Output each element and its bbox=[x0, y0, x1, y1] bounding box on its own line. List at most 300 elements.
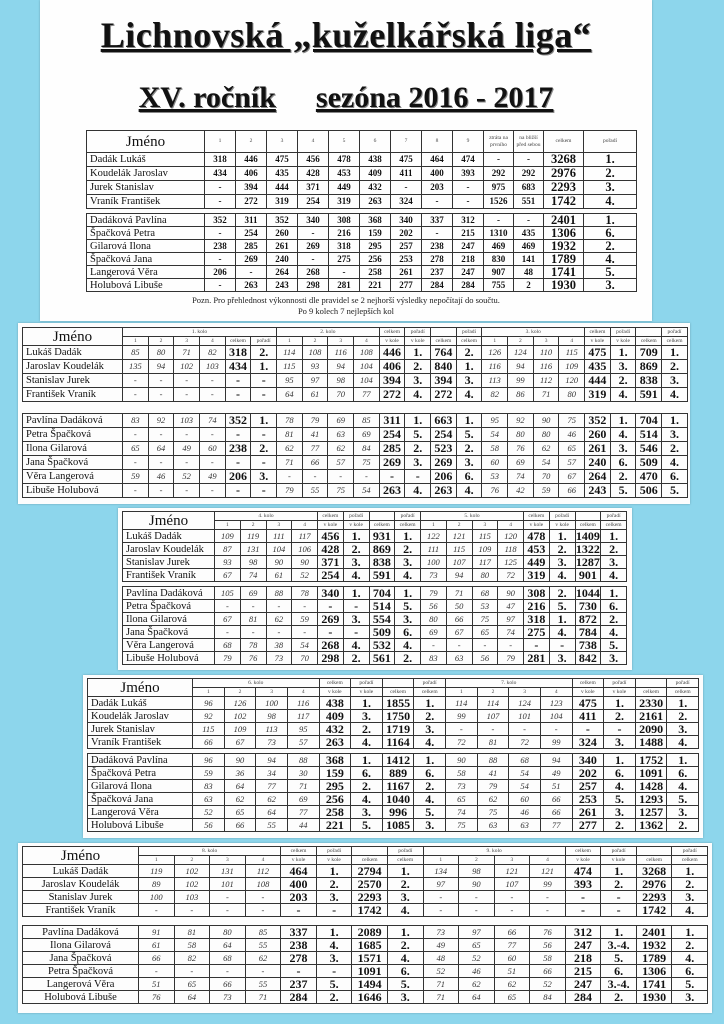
throw-score: 74 bbox=[508, 470, 534, 484]
round-header: 6. kolo bbox=[193, 679, 320, 688]
round-total-header: celkem bbox=[281, 847, 317, 856]
throw-score: 81 bbox=[477, 736, 509, 749]
rules-note bbox=[40, 295, 652, 317]
throw-score: 84 bbox=[530, 991, 566, 1004]
score-cell: 202 bbox=[391, 227, 422, 240]
total-cell: 261 bbox=[585, 442, 611, 456]
round-header: 9. kolo bbox=[423, 847, 565, 856]
round-rank-header: pořadí bbox=[549, 512, 575, 521]
throw-score: - bbox=[459, 891, 495, 904]
total-cell: 3. bbox=[316, 891, 352, 904]
throw-score: 54 bbox=[354, 484, 380, 498]
throw-score: 66 bbox=[224, 819, 256, 832]
round-rank-sub: v kole bbox=[343, 521, 369, 530]
player-name: Jaroslav Koudelák bbox=[23, 360, 123, 374]
throw-score: 90 bbox=[446, 754, 478, 767]
throw-score: 95 bbox=[287, 723, 319, 736]
total-cell: 2. bbox=[395, 543, 421, 556]
total-cell: 6. bbox=[662, 470, 688, 484]
score-cell: 237 bbox=[422, 266, 453, 279]
throw-score: 121 bbox=[446, 530, 472, 543]
table-row bbox=[23, 926, 708, 939]
throw-header: 4 bbox=[559, 337, 585, 346]
score-cell: 240 bbox=[267, 253, 298, 266]
score-cell: 263 bbox=[236, 279, 267, 292]
total-cell: 1091 bbox=[352, 965, 388, 978]
total-cell: 4. bbox=[604, 780, 636, 793]
total-cell: 1. bbox=[549, 613, 575, 626]
score-cell: 257 bbox=[391, 240, 422, 253]
throw-score: 88 bbox=[477, 754, 509, 767]
column-header: 9 bbox=[453, 131, 484, 153]
throw-score: 66 bbox=[302, 456, 328, 470]
total-cell: 5. bbox=[456, 428, 482, 442]
total-cell: 1. bbox=[387, 865, 423, 878]
player-name: Stanislav Jurek bbox=[23, 374, 123, 388]
throw-score: 80 bbox=[508, 428, 534, 442]
throw-score: 124 bbox=[509, 697, 541, 710]
total-cell: 2. bbox=[456, 346, 482, 360]
throw-score: 98 bbox=[328, 374, 354, 388]
score-cell: 269 bbox=[236, 253, 267, 266]
total-cell: 561 bbox=[369, 652, 395, 665]
throw-score: - bbox=[139, 965, 175, 978]
throw-score: 84 bbox=[354, 442, 380, 456]
throw-score: 62 bbox=[533, 442, 559, 456]
total-cell: 258 bbox=[319, 806, 351, 819]
total-cell: 263 bbox=[379, 484, 405, 498]
table-row bbox=[23, 991, 708, 1004]
throw-score: 71 bbox=[287, 780, 319, 793]
total-cell: 340 bbox=[318, 587, 344, 600]
table-row bbox=[87, 181, 637, 195]
throw-score: 80 bbox=[559, 388, 585, 402]
player-name: Pavlína Dadáková bbox=[123, 587, 215, 600]
total-cell: 1. bbox=[549, 530, 575, 543]
total-cell: 1. bbox=[456, 414, 482, 428]
score-cell: 337 bbox=[422, 214, 453, 227]
score-cell: 215 bbox=[453, 227, 484, 240]
edition-label: XV. ročník bbox=[138, 81, 276, 114]
throw-score: 134 bbox=[423, 865, 459, 878]
total-cell: 272 bbox=[379, 388, 405, 402]
score-cell: 253 bbox=[391, 253, 422, 266]
throw-score: 94 bbox=[508, 360, 534, 374]
total-cell: - bbox=[251, 428, 277, 442]
total-cell: 269 bbox=[318, 613, 344, 626]
score-cell: 261 bbox=[391, 266, 422, 279]
total-cell: 263 bbox=[319, 736, 351, 749]
throw-score: - bbox=[210, 904, 246, 917]
throw-score: 96 bbox=[193, 754, 225, 767]
total-cell: 260 bbox=[585, 428, 611, 442]
blank-header bbox=[382, 679, 414, 688]
throw-score: 73 bbox=[423, 926, 459, 939]
throw-score: 77 bbox=[302, 442, 328, 456]
total-cell: 2. bbox=[610, 374, 636, 388]
total-cell: 704 bbox=[636, 414, 662, 428]
total-cell: 5. bbox=[395, 600, 421, 613]
total-cell: - bbox=[343, 600, 369, 613]
total-cell: 1741 bbox=[636, 978, 672, 991]
player-name: Jana Špačková bbox=[123, 626, 215, 639]
total-cell: 5. bbox=[351, 819, 383, 832]
throw-score: 77 bbox=[494, 939, 530, 952]
column-header: 6 bbox=[360, 131, 391, 153]
throw-score: 131 bbox=[240, 543, 266, 556]
score-cell: 312 bbox=[453, 214, 484, 227]
throw-header: 4 bbox=[354, 337, 380, 346]
throw-score: 49 bbox=[174, 442, 200, 456]
throw-score: 75 bbox=[477, 806, 509, 819]
total-cell: 2. bbox=[662, 442, 688, 456]
total-cell: - bbox=[565, 891, 601, 904]
throw-score: 80 bbox=[533, 428, 559, 442]
total-cell: 1293 bbox=[635, 793, 667, 806]
total-cell: 4. bbox=[395, 569, 421, 582]
score-cell: 1932 bbox=[544, 240, 584, 253]
total-cell: - bbox=[601, 891, 637, 904]
score-cell: 264 bbox=[267, 266, 298, 279]
total-cell: - bbox=[251, 374, 277, 388]
rounds-4-5-sheet bbox=[118, 508, 632, 670]
total-cell: 4. bbox=[601, 569, 627, 582]
score-cell: 1526 bbox=[484, 195, 514, 209]
throw-score: 79 bbox=[498, 652, 524, 665]
table-row bbox=[88, 710, 699, 723]
total-cell: 243 bbox=[585, 484, 611, 498]
score-cell: 256 bbox=[360, 253, 391, 266]
score-cell: 318 bbox=[205, 153, 236, 167]
score-cell: 4. bbox=[584, 253, 637, 266]
summary-table-men bbox=[86, 130, 637, 209]
total-cell: 996 bbox=[382, 806, 414, 819]
throw-score: - bbox=[494, 891, 530, 904]
player-name: Libuše Holubová bbox=[123, 652, 215, 665]
total-cell: 546 bbox=[636, 442, 662, 456]
round-header: 2. kolo bbox=[277, 328, 380, 337]
throw-score: - bbox=[459, 904, 495, 917]
player-name: Věra Langerová bbox=[123, 639, 215, 652]
throw-score: 80 bbox=[148, 346, 174, 360]
throw-header: 2 bbox=[302, 337, 328, 346]
throw-score: 90 bbox=[533, 414, 559, 428]
score-cell: 432 bbox=[360, 181, 391, 195]
total-cell: 2570 bbox=[352, 878, 388, 891]
throw-score: 74 bbox=[498, 626, 524, 639]
score-cell: 1310 bbox=[484, 227, 514, 240]
blank-header bbox=[636, 328, 662, 337]
throw-score: 81 bbox=[174, 926, 210, 939]
total-cell: 3268 bbox=[636, 865, 672, 878]
player-name: Jaroslav Koudelák bbox=[123, 543, 215, 556]
score-cell: - bbox=[205, 253, 236, 266]
throw-score: 54 bbox=[482, 428, 508, 442]
total-cell: 1646 bbox=[352, 991, 388, 1004]
throw-score: 51 bbox=[139, 978, 175, 991]
column-header: 2 bbox=[236, 131, 267, 153]
total-cell: 2. bbox=[316, 991, 352, 1004]
total-cell: 869 bbox=[369, 543, 395, 556]
total-cell: 3. bbox=[316, 952, 352, 965]
throw-score: 77 bbox=[354, 388, 380, 402]
total-cell: 206 bbox=[431, 470, 457, 484]
throw-score: 75 bbox=[559, 414, 585, 428]
throw-score: 92 bbox=[148, 414, 174, 428]
total-cell: 278 bbox=[281, 952, 317, 965]
round-total-sub: v kole bbox=[318, 521, 344, 530]
throw-score: 104 bbox=[354, 374, 380, 388]
total-cell: 1164 bbox=[382, 736, 414, 749]
score-cell: 284 bbox=[422, 279, 453, 292]
score-cell: 218 bbox=[453, 253, 484, 266]
total-cell: 1. bbox=[672, 865, 708, 878]
score-cell: 258 bbox=[360, 266, 391, 279]
table-row bbox=[23, 904, 708, 917]
overall-rank-sub: celkem bbox=[662, 337, 688, 346]
throw-score: 55 bbox=[245, 978, 281, 991]
total-cell: 3. bbox=[395, 556, 421, 569]
player-name: František Vraník bbox=[23, 904, 139, 917]
throw-score: 112 bbox=[533, 374, 559, 388]
total-cell: - bbox=[343, 626, 369, 639]
throw-score: - bbox=[509, 723, 541, 736]
cumulative-total-header: celkem bbox=[635, 688, 667, 697]
total-cell: 1091 bbox=[635, 767, 667, 780]
throw-score: - bbox=[174, 456, 200, 470]
throw-score: 114 bbox=[277, 346, 303, 360]
score-cell: 238 bbox=[422, 240, 453, 253]
throw-score: - bbox=[174, 428, 200, 442]
total-cell: 842 bbox=[575, 652, 601, 665]
throw-score: 67 bbox=[446, 626, 472, 639]
total-cell: 1306 bbox=[636, 965, 672, 978]
total-cell: 1085 bbox=[382, 819, 414, 832]
throw-score: - bbox=[245, 965, 281, 978]
score-cell: 371 bbox=[298, 181, 329, 195]
total-cell: 5. bbox=[601, 639, 627, 652]
rounds-1-3-sheet bbox=[18, 323, 690, 504]
throw-header: 3 bbox=[210, 856, 246, 865]
throw-score: 97 bbox=[459, 926, 495, 939]
round-rank-header: pořadí bbox=[316, 847, 352, 856]
throw-score: 79 bbox=[277, 484, 303, 498]
throw-score: 79 bbox=[215, 652, 241, 665]
total-cell: 1322 bbox=[575, 542, 600, 556]
total-cell: 2. bbox=[316, 878, 352, 891]
total-cell: 2. bbox=[395, 652, 421, 665]
total-cell: 6. bbox=[672, 965, 708, 978]
total-cell: - bbox=[225, 428, 251, 442]
total-cell: 5. bbox=[316, 978, 352, 991]
throw-score: 81 bbox=[240, 613, 266, 626]
throw-score: 92 bbox=[508, 414, 534, 428]
throw-score: 47 bbox=[498, 600, 524, 613]
throw-score: 108 bbox=[302, 346, 328, 360]
score-cell: 444 bbox=[267, 181, 298, 195]
throw-score: 71 bbox=[245, 991, 281, 1004]
total-cell: 3. bbox=[251, 470, 277, 484]
throw-score: 76 bbox=[530, 926, 566, 939]
player-name: Jurek Stanislav bbox=[87, 181, 205, 195]
throw-score: 94 bbox=[256, 754, 288, 767]
total-cell: 1. bbox=[251, 360, 277, 374]
total-cell: 215 bbox=[565, 965, 601, 978]
total-cell: - bbox=[601, 904, 637, 917]
score-cell: 318 bbox=[329, 240, 360, 253]
throw-score: - bbox=[540, 723, 572, 736]
throw-score: 72 bbox=[509, 736, 541, 749]
throw-score: - bbox=[215, 626, 241, 639]
throw-score: 111 bbox=[266, 530, 292, 543]
total-cell: 2. bbox=[387, 939, 423, 952]
throw-score: 49 bbox=[423, 939, 459, 952]
total-cell: 446 bbox=[379, 346, 405, 360]
total-cell: 337 bbox=[281, 926, 317, 939]
round-header: 1. kolo bbox=[123, 328, 277, 337]
total-cell: 2. bbox=[667, 819, 699, 832]
total-cell: - bbox=[225, 388, 251, 402]
throw-score: 109 bbox=[224, 723, 256, 736]
total-cell: - bbox=[565, 904, 601, 917]
score-cell: 254 bbox=[298, 195, 329, 209]
total-cell: 2. bbox=[601, 543, 627, 556]
total-cell: 554 bbox=[369, 613, 395, 626]
throw-score: 52 bbox=[459, 952, 495, 965]
total-cell: 2976 bbox=[636, 878, 672, 891]
throw-score: 73 bbox=[266, 652, 292, 665]
total-cell: 1750 bbox=[382, 710, 414, 723]
score-cell: - bbox=[236, 266, 267, 279]
total-cell: 3. bbox=[549, 556, 575, 569]
total-cell: 6. bbox=[387, 965, 423, 978]
total-cell: 6. bbox=[601, 600, 627, 613]
throw-score: 64 bbox=[277, 388, 303, 402]
throw-score: 42 bbox=[508, 484, 534, 498]
total-cell: 3. bbox=[395, 613, 421, 626]
throw-score: - bbox=[446, 639, 472, 652]
table-row bbox=[23, 428, 688, 442]
throw-score: 60 bbox=[494, 952, 530, 965]
score-cell: 475 bbox=[267, 153, 298, 167]
score-cell: 435 bbox=[267, 167, 298, 181]
total-cell: - bbox=[316, 965, 352, 978]
season-summary-sheet bbox=[40, 0, 652, 321]
throw-score: 103 bbox=[174, 414, 200, 428]
total-cell: 1. bbox=[351, 697, 383, 710]
throw-score: - bbox=[148, 388, 174, 402]
total-cell: 1. bbox=[601, 865, 637, 878]
column-header: 8 bbox=[422, 131, 453, 153]
score-cell: - bbox=[329, 266, 360, 279]
round-total-header: celkem bbox=[379, 328, 405, 337]
score-cell: 319 bbox=[267, 195, 298, 209]
throw-score: 91 bbox=[139, 926, 175, 939]
throw-score: 114 bbox=[477, 697, 509, 710]
throw-header: 1 bbox=[123, 337, 149, 346]
total-cell: 1412 bbox=[382, 754, 414, 767]
column-header: na bližší před sebou bbox=[514, 131, 544, 153]
table-row bbox=[23, 442, 688, 456]
throw-score: - bbox=[123, 484, 149, 498]
total-cell: 475 bbox=[572, 697, 604, 710]
throw-score: 75 bbox=[446, 819, 478, 832]
table-row bbox=[123, 530, 627, 543]
round-total-header: celkem bbox=[524, 512, 550, 521]
total-cell: 1. bbox=[672, 926, 708, 939]
throw-score: - bbox=[200, 456, 226, 470]
total-cell: 1932 bbox=[636, 939, 672, 952]
score-cell: - bbox=[205, 181, 236, 195]
throw-score: 121 bbox=[494, 865, 530, 878]
player-name: Holubová Libuše bbox=[88, 819, 193, 832]
total-cell: 1. bbox=[316, 926, 352, 939]
throw-score: 71 bbox=[277, 456, 303, 470]
total-cell: 393 bbox=[565, 878, 601, 891]
round-total-header: celkem bbox=[318, 512, 344, 521]
score-cell: 449 bbox=[329, 181, 360, 195]
total-cell: 2. bbox=[414, 780, 446, 793]
throw-score: 64 bbox=[148, 442, 174, 456]
total-cell: 2. bbox=[672, 939, 708, 952]
score-cell: 464 bbox=[422, 153, 453, 167]
throw-score: 64 bbox=[174, 991, 210, 1004]
score-cell: 830 bbox=[484, 253, 514, 266]
total-cell: - bbox=[281, 904, 317, 917]
throw-header: 4 bbox=[287, 688, 319, 697]
throw-score: 116 bbox=[287, 697, 319, 710]
total-cell: 2. bbox=[251, 442, 277, 456]
overall-rank-sub: celkem bbox=[601, 521, 627, 530]
throw-header: 3 bbox=[509, 688, 541, 697]
throw-score: 66 bbox=[193, 736, 225, 749]
total-cell: 4. bbox=[343, 569, 369, 582]
throw-score: 102 bbox=[224, 710, 256, 723]
throw-score: 109 bbox=[215, 530, 241, 543]
name-header: Jméno bbox=[23, 328, 123, 346]
total-cell: 3. bbox=[414, 723, 446, 736]
throw-score: 103 bbox=[174, 891, 210, 904]
throw-score: 101 bbox=[210, 878, 246, 891]
throw-score: - bbox=[277, 470, 303, 484]
score-cell: - bbox=[514, 214, 544, 227]
total-cell: 838 bbox=[636, 374, 662, 388]
total-cell: 1. bbox=[414, 697, 446, 710]
throw-score: 56 bbox=[472, 652, 498, 665]
total-cell: 2293 bbox=[636, 891, 672, 904]
throw-score: 110 bbox=[533, 346, 559, 360]
total-cell: 1. bbox=[662, 346, 688, 360]
player-name: Vraník František bbox=[87, 195, 205, 209]
throw-header: 3 bbox=[472, 521, 498, 530]
score-cell: - bbox=[422, 227, 453, 240]
throw-score: 109 bbox=[472, 543, 498, 556]
table-row bbox=[123, 626, 627, 639]
table-row bbox=[23, 414, 688, 428]
score-cell: 284 bbox=[453, 279, 484, 292]
total-cell: 295 bbox=[319, 780, 351, 793]
round-total-header: celkem bbox=[565, 847, 601, 856]
score-cell: 311 bbox=[236, 214, 267, 227]
total-cell: 5. bbox=[549, 600, 575, 613]
player-name: Špačková Jana bbox=[88, 793, 193, 806]
throw-score: 122 bbox=[421, 530, 447, 543]
table-row bbox=[87, 167, 637, 181]
throw-score: 90 bbox=[266, 556, 292, 569]
total-cell: 1. bbox=[601, 530, 627, 543]
score-cell: 141 bbox=[514, 253, 544, 266]
throw-score: 44 bbox=[287, 819, 319, 832]
